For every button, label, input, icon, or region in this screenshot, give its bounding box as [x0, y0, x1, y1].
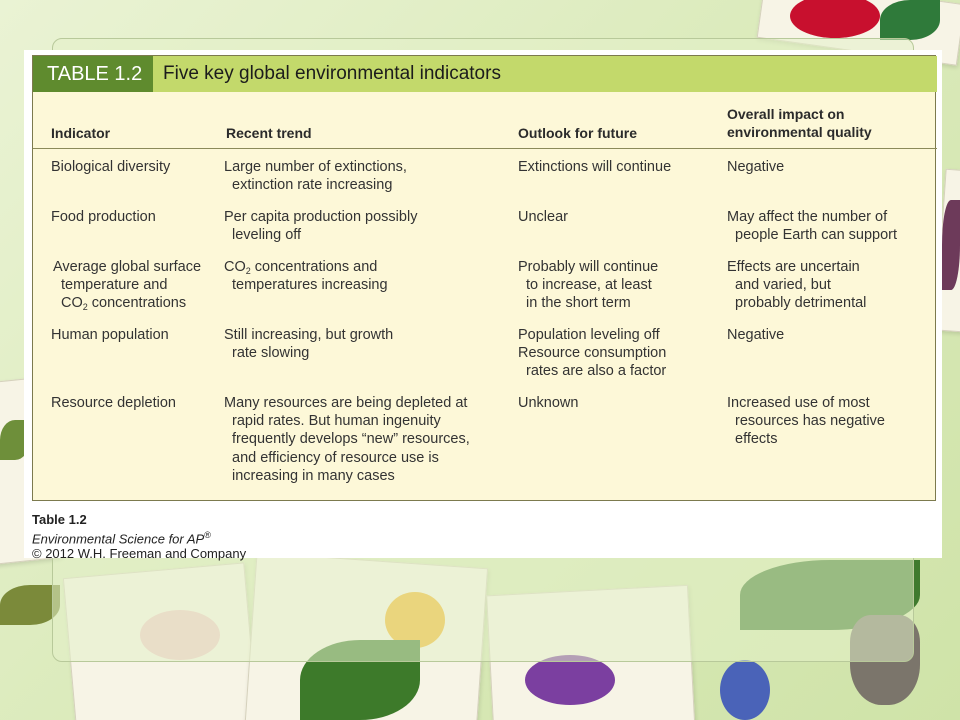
table-row-outlook [518, 326, 666, 381]
cell-line: temperatures increasing [232, 277, 388, 294]
slide [24, 50, 942, 562]
table-row-impact [727, 208, 897, 244]
co2-subscript: 2 [245, 266, 251, 276]
cell-line: Population leveling off [518, 327, 660, 343]
cell-line: Resource consumption [518, 345, 667, 362]
cell-line: leveling off [232, 227, 302, 244]
cell-line: rates are also a factor [526, 363, 667, 380]
cell-line: increasing in many cases [232, 467, 395, 484]
header-indicator: Indicator [51, 125, 111, 141]
cell-text: concentrations and [254, 259, 378, 275]
cell-line: and varied, but [735, 277, 831, 294]
cell-line: Increased use of most [727, 395, 870, 411]
cell-line: Effects are uncertain [727, 259, 860, 275]
cell-line: Probably will continue [518, 259, 659, 275]
cell-line: extinction rate increasing [232, 177, 393, 194]
cell-line: in the short term [526, 295, 631, 312]
cell-line: effects [735, 431, 778, 448]
table-row-trend [224, 158, 407, 194]
cell-line: temperature and [61, 277, 168, 294]
cell-line: Unknown [518, 395, 579, 411]
co2-prefix: CO [61, 295, 83, 312]
cell-line: May affect the number of [727, 209, 888, 225]
leaf-illustration [0, 585, 60, 625]
caption-book-line [32, 528, 246, 547]
co2-prefix: CO [224, 259, 246, 275]
table-row-indicator [51, 158, 170, 176]
header-impact-line: environmental quality [727, 124, 872, 140]
caption-title: Table 1.2 [32, 512, 87, 527]
cell-line: resources has negative [735, 413, 885, 430]
cell-line: and efficiency of resource use is [232, 449, 439, 466]
co2-formula [224, 259, 251, 275]
cell-line: Many resources are being depleted at [224, 395, 468, 411]
cell-line: probably detrimental [735, 295, 867, 312]
table-row-outlook [518, 394, 578, 412]
indicators-table [32, 55, 936, 501]
table-badge: TABLE 1.2 [33, 56, 153, 92]
figure-caption [32, 512, 246, 562]
cell-line: Per capita production possibly [224, 209, 418, 225]
purple-flower-illustration [525, 655, 615, 705]
table-row-outlook [518, 158, 671, 176]
table-row-indicator [51, 326, 169, 344]
cell-line [224, 258, 388, 276]
caption-book: Environmental Science for AP [32, 530, 205, 546]
table-row-outlook [518, 208, 568, 226]
table-row-indicator [53, 258, 201, 313]
blue-flower-illustration [720, 660, 770, 720]
table-row-indicator [51, 394, 176, 412]
table-title-bar [33, 56, 937, 92]
cell-line: to increase, at least [526, 277, 652, 294]
header-outlook: Outlook for future [518, 125, 637, 141]
co2-subscript: 2 [82, 302, 88, 313]
table-row-impact [727, 326, 784, 344]
purple-plant-illustration [942, 200, 960, 290]
cell-line: Resource depletion [51, 395, 176, 411]
cell-line: Average global surface [53, 259, 202, 275]
co2-formula [61, 295, 88, 311]
cell-line: Negative [727, 327, 785, 343]
table-row-trend [224, 394, 470, 485]
cell-line: Negative [727, 159, 785, 175]
table-row-impact [727, 158, 784, 176]
table-row-impact [727, 394, 885, 449]
cell-line: rapid rates. But human ingenuity [232, 413, 441, 430]
cell-line: Still increasing, but growth [224, 327, 394, 343]
cell-line: Food production [51, 209, 156, 225]
cell-line: Unclear [518, 209, 568, 225]
header-recent-trend: Recent trend [226, 125, 312, 141]
cell-line: Large number of extinctions, [224, 159, 407, 175]
table-row-outlook [518, 258, 658, 313]
table-row-trend [224, 208, 417, 244]
caption-copyright: © 2012 W.H. Freeman and Company [32, 546, 247, 562]
table-row-trend [224, 258, 388, 294]
cell-line: Biological diversity [51, 159, 171, 175]
registered-mark: ® [204, 529, 211, 540]
leaf-illustration [880, 0, 940, 40]
header-divider [33, 148, 937, 149]
cell-line [53, 294, 201, 312]
header-impact-line: Overall impact on [727, 106, 845, 122]
table-row-impact [727, 258, 866, 313]
cell-text: concentrations [91, 295, 187, 312]
table-row-indicator [51, 208, 156, 226]
cell-line: frequently develops “new” resources, [232, 431, 470, 448]
cell-line: Human population [51, 327, 169, 343]
header-overall-impact [727, 105, 872, 141]
cell-line: people Earth can support [735, 227, 898, 244]
table-row-trend [224, 326, 393, 362]
cell-line: Extinctions will continue [518, 159, 672, 175]
cell-line: rate slowing [232, 345, 310, 362]
table-title: Five key global environmental indicators [163, 63, 501, 84]
